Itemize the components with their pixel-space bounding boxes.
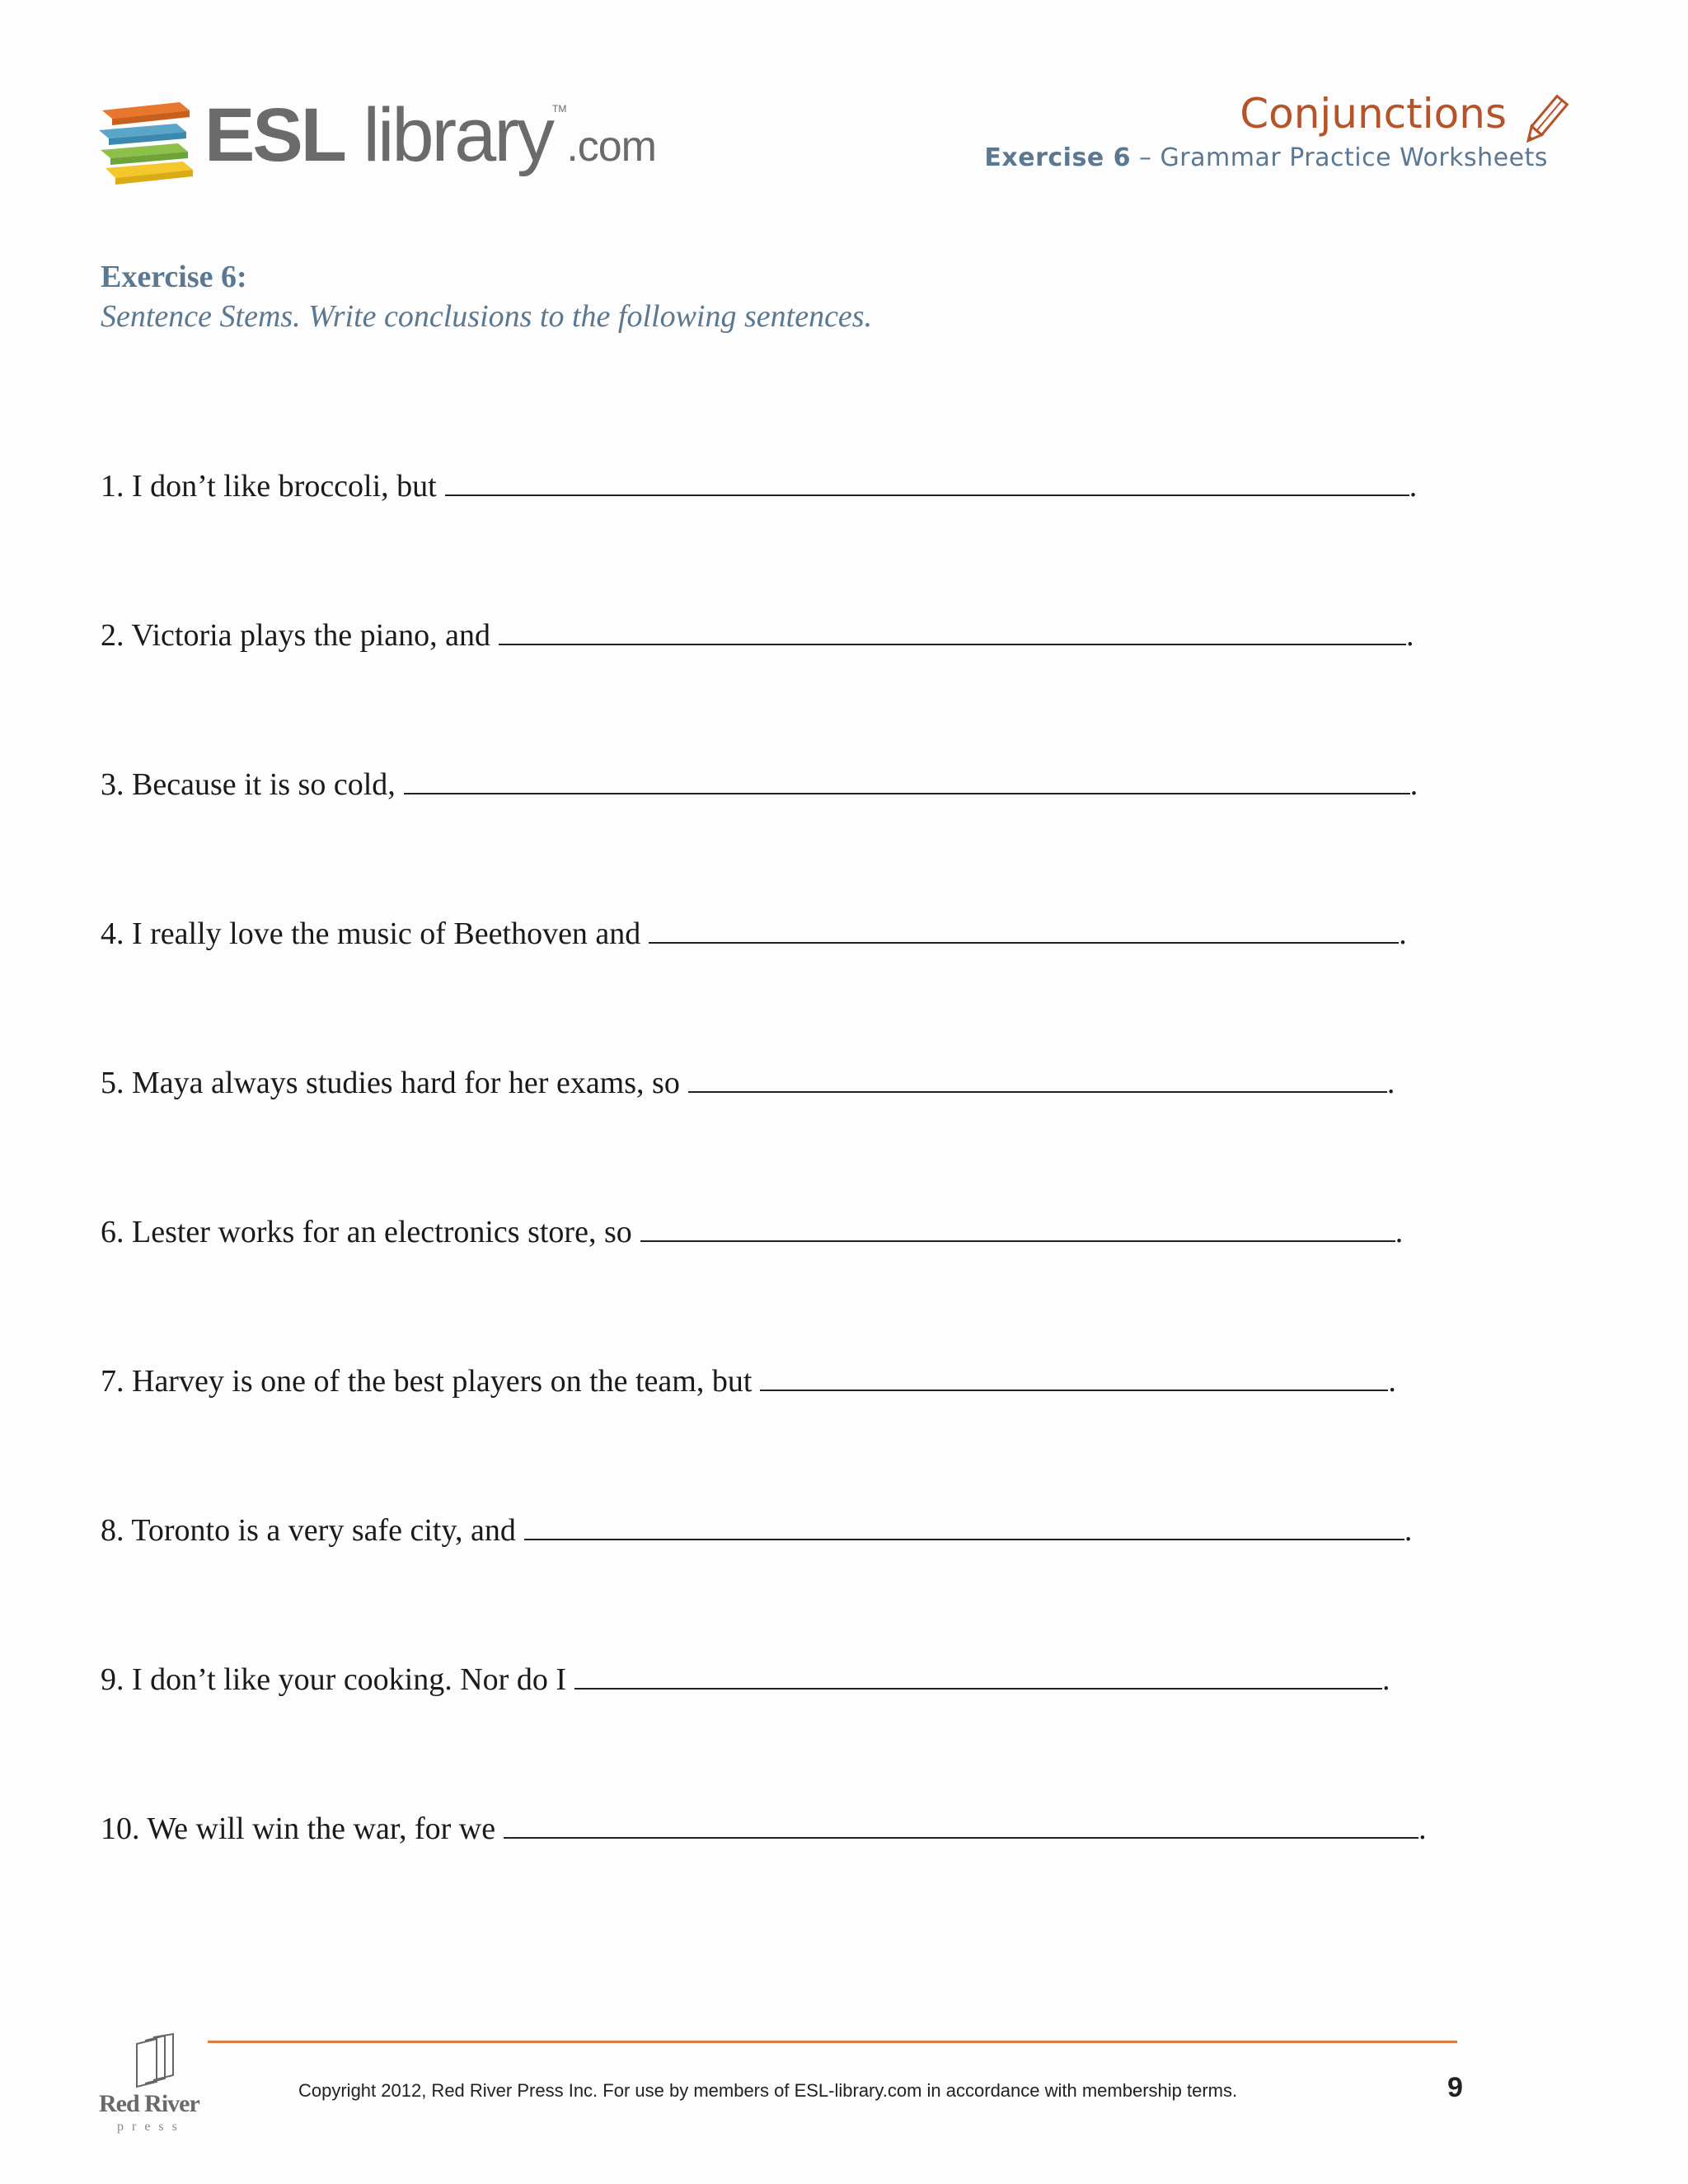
footer-divider: [208, 2041, 1457, 2043]
red-river-press-logo: [99, 2032, 214, 2139]
answer-blank[interactable]: [649, 941, 1399, 944]
answer-blank[interactable]: [760, 1389, 1388, 1391]
publisher-name: Red River: [99, 2090, 199, 2117]
answer-blank[interactable]: [574, 1687, 1382, 1690]
worksheet-subtitle: Exercise 6 – Grammar Practice Worksheets: [984, 143, 1548, 172]
answer-blank[interactable]: [504, 1836, 1418, 1839]
esl-library-logo: [97, 92, 656, 199]
answer-blank[interactable]: [524, 1538, 1404, 1540]
answer-blank[interactable]: [640, 1240, 1395, 1242]
sentence-item: 7. Harvey is one of the best players on the team, but .: [101, 1364, 1396, 1399]
sentence-item: 8. Toronto is a very safe city, and .: [101, 1513, 1413, 1548]
books-icon: [97, 92, 196, 191]
sentence-item: 3. Because it is so cold, .: [101, 767, 1418, 802]
topic-title: Conjunctions: [1240, 90, 1507, 138]
copyright-notice: Copyright 2012, Red River Press Inc. For use by members of ESL-library.com in accordance with membership terms.: [298, 2080, 1238, 2101]
sentence-item: 1. I don’t like broccoli, but .: [101, 469, 1418, 504]
worksheet-header: [984, 89, 1571, 172]
sentence-item: 9. I don’t like your cooking. Nor do I .: [101, 1662, 1390, 1697]
exercise-title: Exercise 6:: [101, 260, 247, 294]
answer-blank[interactable]: [499, 643, 1406, 645]
sentence-item: 4. I really love the music of Beethoven and .: [101, 916, 1407, 951]
sentence-item: 5. Maya always studies hard for her exams, so .: [101, 1066, 1395, 1100]
sentence-item: 6. Lester works for an electronics store, so .: [101, 1215, 1404, 1249]
sentence-item: 2. Victoria plays the piano, and .: [101, 618, 1414, 653]
pencil-icon: [1518, 92, 1571, 150]
pages-icon: [124, 2032, 181, 2090]
answer-blank[interactable]: [404, 792, 1410, 794]
publisher-sub: press: [117, 2120, 185, 2134]
answer-blank[interactable]: [688, 1090, 1387, 1093]
sentence-item: 10. We will win the war, for we .: [101, 1811, 1427, 1846]
answer-blank[interactable]: [445, 494, 1409, 496]
exercise-instructions: Sentence Stems. Write conclusions to the following sentences.: [101, 299, 873, 334]
page-number: 9: [1447, 2072, 1463, 2103]
logo-wordmark: ESL library™.com: [204, 93, 656, 177]
